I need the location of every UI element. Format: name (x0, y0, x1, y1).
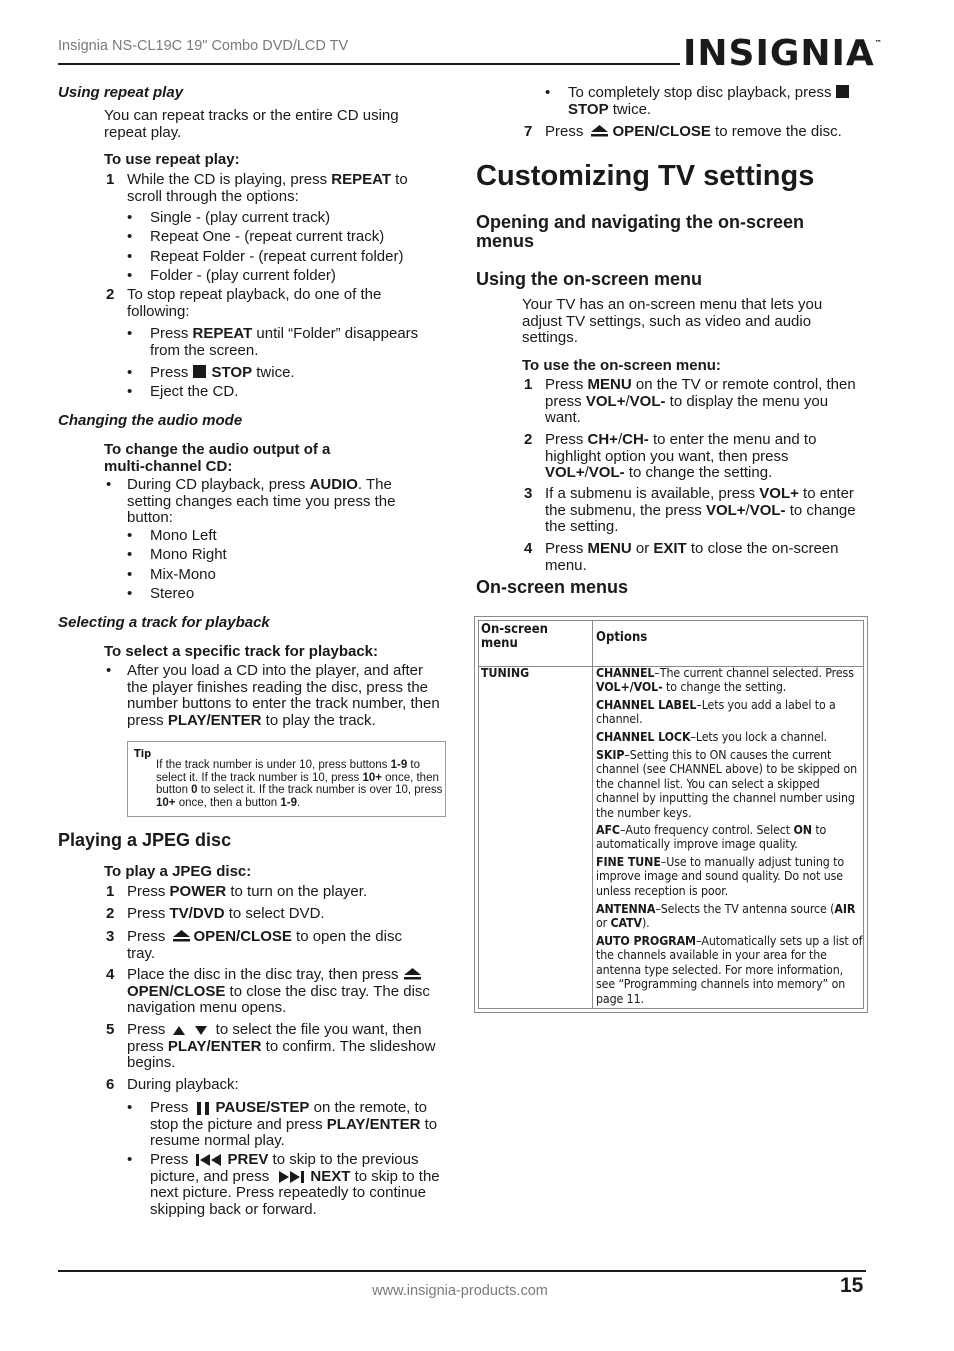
page-number: 15 (840, 1274, 864, 1297)
table-column-divider (592, 621, 593, 1008)
bullet: • (127, 325, 133, 342)
pause-icon (195, 1101, 211, 1115)
previous-icon (195, 1153, 223, 1167)
section-heading: Opening and navigating the on-screen menus (476, 212, 805, 251)
trademark-mark: ™ (874, 39, 883, 47)
eject-icon (403, 967, 422, 980)
stop-icon (193, 365, 206, 378)
bullet: • (106, 662, 112, 679)
step-number: 2 (106, 286, 115, 303)
track-heading: Selecting a track for playback (58, 614, 270, 631)
track-instruction: After you load a CD into the player, and after the player finishes reading the disc, press the number buttons to enter the track number, then press PLAY/ENTER to play the track. (127, 662, 440, 729)
onscreen-menus-heading: On-screen menus (476, 577, 629, 597)
table-row-menu-name: TUNING (481, 666, 530, 680)
menu-step-2: Press CH+/CH- to enter the menu and to highlight option you want, then press VOL+/VOL- to change the setting. (545, 431, 817, 481)
option-skip: SKIP–Setting this to ON causes the current channel (see CHANNEL above) to be skipped on the channel list. You can select a skipped channel by inputting the channel number using the number keys. (596, 748, 858, 820)
option-antenna: ANTENNA–Selects the TV antenna source (AIR or CATV). (596, 902, 856, 931)
jpeg-step-3: Press OPEN/CLOSE to open the disc tray. (127, 928, 402, 962)
bullet: • (127, 566, 133, 583)
footer-url: www.insignia-products.com (372, 1283, 548, 1299)
step-number: 5 (106, 1021, 115, 1038)
up-arrow-icon (172, 1024, 186, 1036)
bullet: • (127, 1099, 133, 1116)
jpeg-step-6: During playback: (127, 1076, 239, 1093)
bullet: • (127, 585, 133, 602)
menu-label: To use the on-screen menu: (522, 357, 721, 374)
eject-icon (172, 929, 191, 942)
option-channel-lock: CHANNEL LOCK–Lets you lock a channel. (596, 730, 828, 744)
stop-icon (836, 85, 849, 98)
option-fine-tune: FINE TUNE–Use to manually adjust tuning to improve image and sound quality. Do not use unless reception is poor. (596, 855, 844, 898)
menu-step-4: Press MENU or EXIT to close the on-screen menu. (545, 540, 839, 574)
step-number: 1 (106, 883, 115, 900)
audio-heading: Changing the audio mode (58, 412, 243, 429)
repeat-stop-option-2: Press STOP twice. (150, 364, 295, 381)
step-number: 1 (106, 171, 115, 188)
step-number: 7 (524, 123, 533, 140)
repeat-option: Folder - (play current folder) (150, 267, 336, 284)
jpeg-skip-instruction: Press PREV to skip to the previous picture, and press NEXT to skip to the next picture. Press repeatedly to continue skipping back or forward. (150, 1151, 440, 1218)
step-number: 1 (524, 376, 533, 393)
audio-mode: Stereo (150, 585, 195, 602)
bullet: • (127, 383, 133, 400)
repeat-stop-option-1: Press REPEAT until “Folder” disappears from the screen. (150, 325, 419, 359)
bullet: • (127, 1151, 133, 1168)
stop-playback-instruction: To completely stop disc playback, press STOP twice. (568, 85, 868, 118)
audio-mode: Mono Left (150, 527, 217, 544)
step-number: 2 (524, 431, 533, 448)
track-label: To select a specific track for playback: (104, 643, 379, 660)
menu-step-1: Press MENU on the TV or remote control, then press VOL+/VOL- to display the menu you want. (545, 376, 856, 426)
jpeg-step-4: Place the disc in the disc tray, then press OPEN/CLOSE to close the disc tray. The disc navigation menu opens. (127, 966, 430, 1016)
bullet: • (545, 84, 551, 101)
jpeg-heading: Playing a JPEG disc (58, 830, 232, 850)
bullet: • (127, 267, 133, 284)
step-number: 3 (524, 485, 533, 502)
left-column (0, 0, 470, 1260)
repeat-label: To use repeat play: (104, 151, 240, 168)
repeat-step-1: While the CD is playing, press REPEAT to scroll through the options: (127, 171, 408, 205)
option-channel-label: CHANNEL LABEL–Lets you add a label to a channel. (596, 698, 836, 727)
repeat-step-2: To stop repeat playback, do one of the following: (127, 286, 382, 320)
audio-mode: Mono Right (150, 546, 227, 563)
table-header-menu: On-screen menu (481, 622, 548, 651)
repeat-intro: You can repeat tracks or the entire CD using repeat play. (104, 107, 399, 141)
audio-instruction: During CD playback, press AUDIO. The setting changes each time you press the button: (127, 476, 396, 526)
tip-label: Tip (134, 747, 152, 760)
jpeg-step-2: Press TV/DVD to select DVD. (127, 905, 325, 922)
jpeg-step-1: Press POWER to turn on the player. (127, 883, 368, 900)
step-number: 6 (106, 1076, 115, 1093)
bullet: • (127, 527, 133, 544)
tip-box (127, 741, 446, 817)
bullet: • (127, 209, 133, 226)
bullet: • (106, 476, 112, 493)
down-arrow-icon (194, 1024, 208, 1036)
repeat-heading: Using repeat play (58, 84, 184, 101)
tip-text: If the track number is under 10, press buttons 1-9 to select it. If the track number is 10, press 10+ once, then button 0 to select it. If the track number is over 10, press 10+ once, then a button 1-9. (156, 759, 443, 810)
document-title: Insignia NS-CL19C 19" Combo DVD/LCD TV (58, 38, 349, 54)
remove-disc-step: Press OPEN/CLOSE to remove the disc. (545, 123, 842, 140)
step-number: 4 (106, 966, 115, 983)
option-auto-program: AUTO PROGRAM–Automatically sets up a list of the channels available in your area for the antenna type selected. For more information, see “Programming channels into memory” on page 11. (596, 934, 863, 1006)
bullet: • (127, 546, 133, 563)
jpeg-label: To play a JPEG disc: (104, 863, 252, 880)
bullet: • (127, 364, 133, 381)
menu-step-3: If a submenu is available, press VOL+ to enter the submenu, the press VOL+/VOL- to change the setting. (545, 485, 856, 535)
step-number: 3 (106, 928, 115, 945)
repeat-option: Repeat Folder - (repeat current folder) (150, 248, 404, 265)
repeat-option: Repeat One - (repeat current track) (150, 228, 385, 245)
repeat-option: Single - (play current track) (150, 209, 331, 226)
logo-text: INSIGNIA (683, 33, 875, 74)
page-title: Customizing TV settings (476, 160, 815, 192)
menu-intro: Your TV has an on-screen menu that lets you adjust TV settings, such as video and audio settings. (522, 296, 823, 346)
eject-icon (590, 124, 609, 137)
option-channel: CHANNEL–The current channel selected. Press VOL+/VOL- to change the setting. (596, 666, 854, 695)
audio-mode: Mix-Mono (150, 566, 216, 583)
bullet: • (127, 228, 133, 245)
footer-rule (58, 1270, 866, 1272)
step-number: 2 (106, 905, 115, 922)
subsection-heading: Using the on-screen menu (476, 269, 703, 289)
jpeg-pause-instruction: Press PAUSE/STEP on the remote, to stop the picture and press PLAY/ENTER to resume normal play. (150, 1099, 438, 1149)
audio-label: To change the audio output of a multi-channel CD: (104, 441, 331, 475)
table-header-options: Options (596, 630, 648, 645)
step-number: 4 (524, 540, 533, 557)
bullet: • (127, 248, 133, 265)
next-icon (277, 1170, 305, 1184)
jpeg-step-5: Press to select the file you want, then press PLAY/ENTER to confirm. The slideshow begins. (127, 1021, 436, 1071)
option-afc: AFC–Auto frequency control. Select ON to automatically improve image quality. (596, 823, 827, 852)
repeat-stop-option-3: Eject the CD. (150, 383, 239, 400)
